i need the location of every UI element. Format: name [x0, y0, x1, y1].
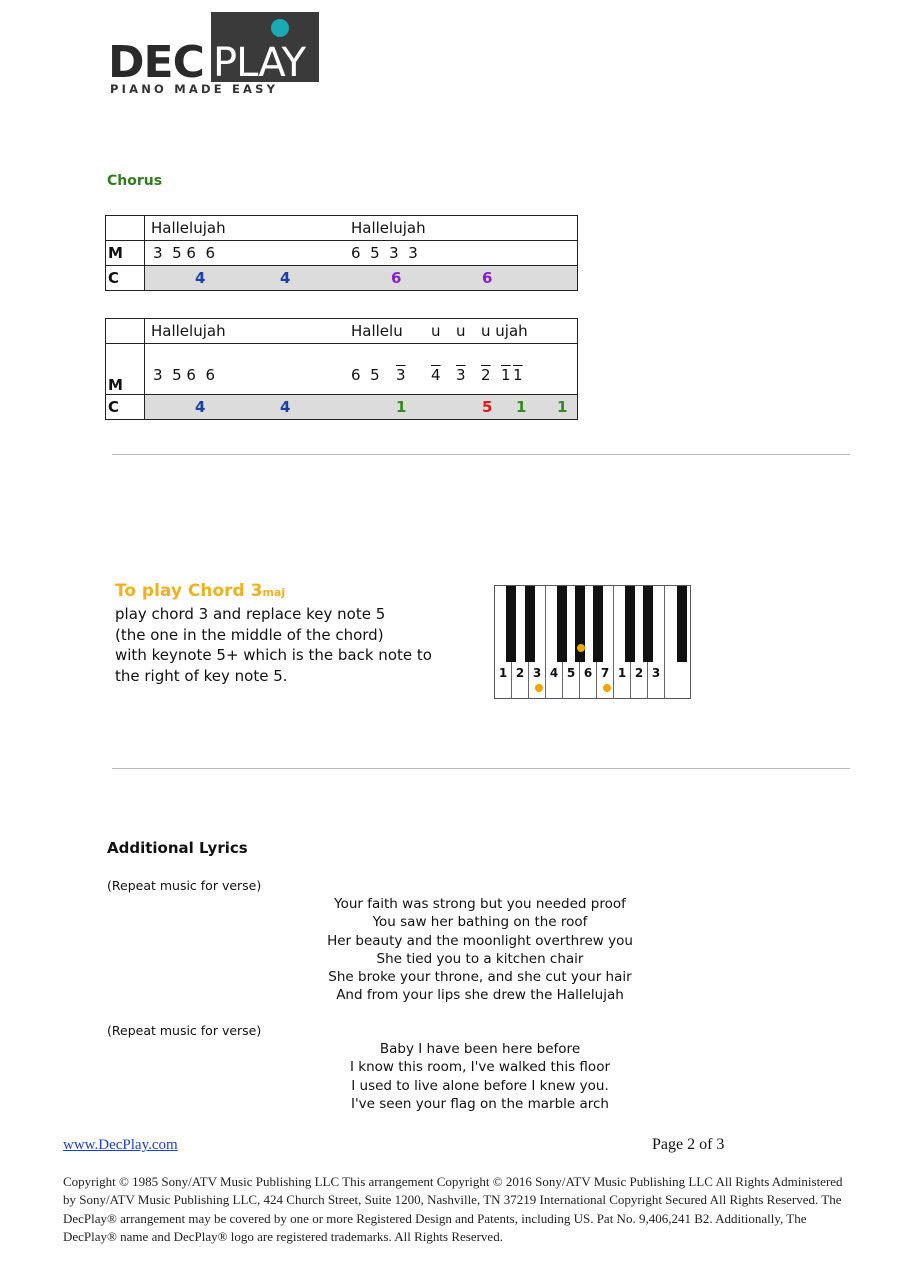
- white-key: 1: [614, 586, 631, 698]
- piano-keyboard-diagram: [494, 585, 691, 699]
- lyrics-row: [145, 216, 578, 241]
- verse-line: I know this room, I've walked this floor: [349, 1059, 610, 1076]
- lyric: u ujah: [481, 322, 528, 340]
- tip-title-sub: maj: [262, 586, 286, 599]
- row-label-empty: [106, 319, 145, 344]
- melody-notes: 6 5 3 3: [351, 244, 418, 262]
- verse-line: She broke your throne, and she cut your hair: [328, 969, 632, 986]
- section-title: Chorus: [107, 173, 163, 189]
- melody-note-low: 1: [501, 366, 511, 384]
- additional-lyrics-title: Additional Lyrics: [107, 839, 248, 857]
- chord-number: 5: [482, 398, 493, 416]
- chord-number: 6: [482, 269, 493, 287]
- black-key: [677, 586, 687, 662]
- tip-title: To play Chord 3maj: [115, 581, 286, 601]
- black-key: [525, 586, 535, 662]
- melody-row: [145, 241, 578, 266]
- verse-line: She tied you to a kitchen chair: [376, 950, 584, 967]
- black-key: [643, 586, 653, 662]
- chord-row: [145, 266, 578, 291]
- logo-dec: DEC: [108, 37, 204, 88]
- lyric: u: [456, 322, 466, 340]
- tip-text: [115, 604, 432, 686]
- chorus-table-1: [105, 215, 578, 291]
- verse-1: [280, 895, 680, 1005]
- white-key: 1: [495, 586, 512, 698]
- tip-line: play chord 3 and replace key note 5: [115, 605, 386, 623]
- repeat-label: (Repeat music for verse): [107, 878, 262, 893]
- melody-notes: 6 5: [351, 366, 380, 384]
- key-marker-dot: [577, 644, 585, 652]
- melody-notes: 3 5 6 6: [153, 244, 216, 262]
- black-key: [625, 586, 635, 662]
- lyric: u: [431, 322, 441, 340]
- row-label-empty: [106, 216, 145, 241]
- lyric: Hallelu: [351, 322, 403, 340]
- white-key: 3: [648, 586, 665, 698]
- verse-line: Baby I have been here before: [379, 1041, 581, 1057]
- chord-number: 1: [557, 398, 568, 416]
- verse-line: Her beauty and the moonlight overthrew you: [327, 932, 633, 949]
- chord-number: 4: [280, 269, 291, 287]
- verse-line: You saw her bathing on the roof: [372, 914, 588, 931]
- verse-line: I've seen your flag on the marble arch: [350, 1095, 609, 1112]
- row-label-m: M: [106, 241, 145, 266]
- chorus-table-2: [105, 318, 578, 420]
- repeat-label: (Repeat music for verse): [107, 1023, 262, 1038]
- chord-row: [145, 395, 578, 420]
- lyrics-row: [145, 319, 578, 344]
- black-key: [557, 586, 567, 662]
- verse-line: And from your lips she drew the Hallelujah: [336, 987, 624, 1004]
- black-key: [593, 586, 603, 662]
- divider: [112, 768, 850, 769]
- logo-tagline: PIANO MADE EASY: [110, 82, 279, 96]
- white-key: 5: [563, 586, 580, 698]
- verse-line: Your faith was strong but you needed proof: [334, 896, 626, 912]
- white-key: 2: [512, 586, 529, 698]
- melody-note-low: 4: [431, 366, 441, 384]
- melody-notes: 3 5 6 6: [153, 366, 216, 384]
- row-label-c: C: [106, 266, 145, 291]
- chord-number: 6: [391, 269, 402, 287]
- row-label-c: C: [106, 395, 145, 420]
- chord-number: 1: [396, 398, 407, 416]
- melody-row: [145, 344, 578, 395]
- lyric: Hallelujah: [151, 219, 226, 237]
- page-number: Page 2 of 3: [652, 1136, 725, 1153]
- white-key: 4: [546, 586, 563, 698]
- divider: [112, 454, 850, 455]
- white-key: 7: [597, 586, 614, 698]
- melody-note-low: 1: [513, 366, 523, 384]
- tip-line: the right of key note 5.: [115, 666, 288, 685]
- tip-line: (the one in the middle of the chord): [115, 625, 384, 644]
- row-label-m: M: [106, 344, 145, 395]
- chord-number: 1: [516, 398, 527, 416]
- verse-line: I used to live alone before I knew you.: [351, 1077, 609, 1094]
- melody-note-low: 3: [456, 366, 466, 384]
- melody-note-low: 3: [396, 366, 406, 384]
- logo-dot: [271, 19, 289, 37]
- website-link[interactable]: www.DecPlay.com: [63, 1137, 178, 1153]
- tip-line: with keynote 5+ which is the back note to: [115, 646, 432, 664]
- verse-2: [280, 1040, 680, 1113]
- lyric: Hallelujah: [151, 322, 226, 340]
- chord-number: 4: [280, 398, 291, 416]
- copyright-notice: Copyright © 1985 Sony/ATV Music Publishing LLC This arrangement Copyright © 2016 Sony/ATV Music Publishing LLC All Rights Administered by Sony/ATV Music Publishing LLC, 424 Church Street, Suite 1200, Nashville, TN 37219 International Copyright Secured All Rights Reserved. The DecPlay® arrangement may be covered by one or more Registered Design and Patents, including US. Pat No. 9,406,241 B2. Additionally, The DecPlay® name and DecPlay® logo are registered trademarks. All Rights Reserved.: [63, 1174, 843, 1244]
- black-key: [506, 586, 516, 662]
- logo-play: PLAY: [213, 40, 306, 86]
- chord-number: 4: [195, 269, 206, 287]
- key-marker-dot: [535, 684, 543, 692]
- white-key: 3: [529, 586, 546, 698]
- melody-note-low: 2: [481, 366, 491, 384]
- white-key: 2: [631, 586, 648, 698]
- chord-number: 4: [195, 398, 206, 416]
- white-key: 6: [580, 586, 597, 698]
- lyric: Hallelujah: [351, 219, 426, 237]
- key-marker-dot: [603, 684, 611, 692]
